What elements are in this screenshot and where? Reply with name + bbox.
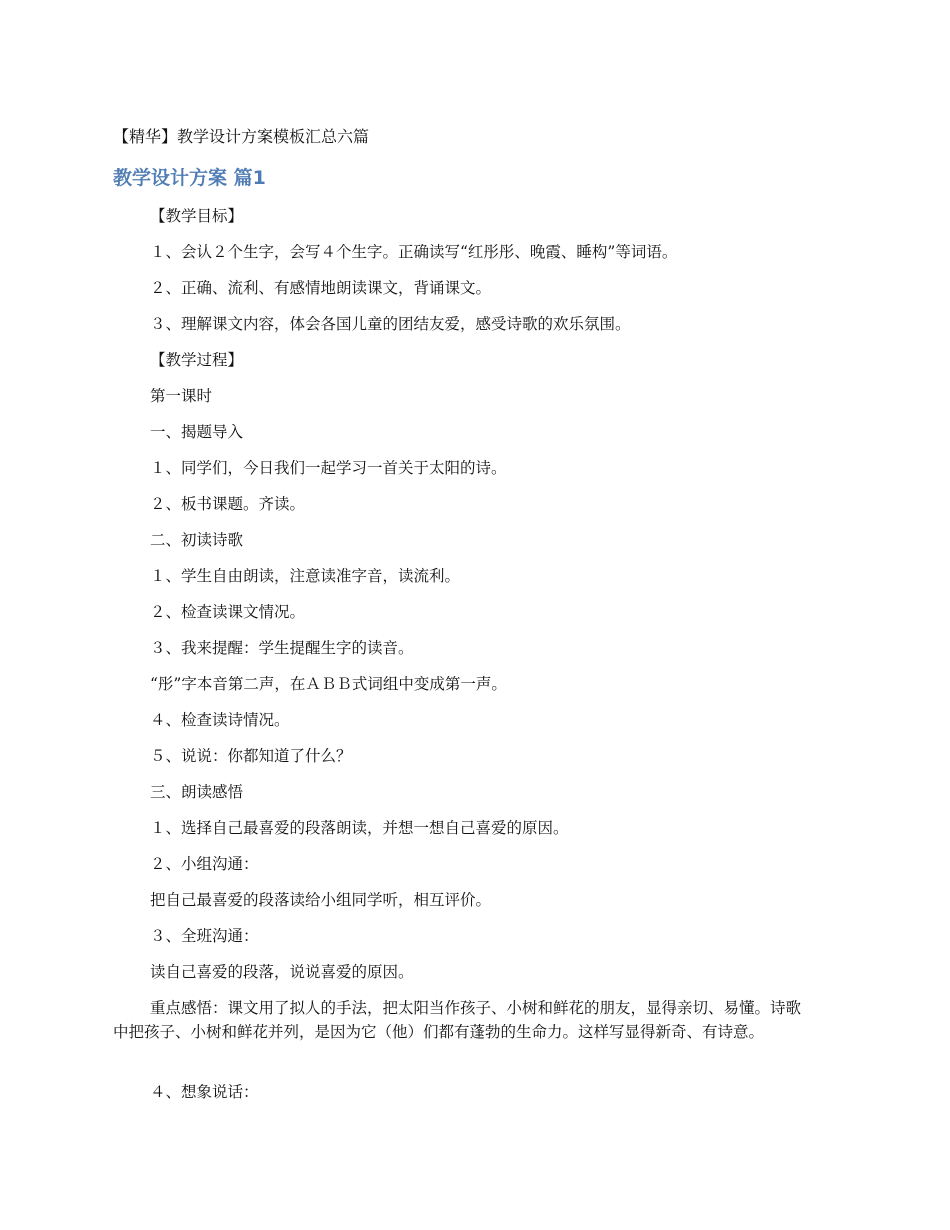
paragraph: 三、朗读感悟 (150, 783, 244, 801)
paragraph: ３、我来提醒：学生提醒生字的读音。 (150, 639, 414, 657)
paragraph: １、同学们，今日我们一起学习一首关于太阳的诗。 (150, 459, 507, 477)
paragraph: ４、想象说话： (150, 1083, 259, 1101)
paragraph: １、学生自由朗读，注意读准字音，读流利。 (150, 567, 461, 585)
paragraph: ２、小组沟通： (150, 855, 259, 873)
paragraph: ３、全班沟通： (150, 927, 259, 945)
paragraph: 把自己最喜爱的段落读给小组同学听，相互评价。 (150, 891, 492, 909)
paragraph: ２、正确、流利、有感情地朗读课文，背诵课文。 (150, 279, 492, 297)
paragraph: ３、理解课文内容，体会各国儿童的团结友爱，感受诗歌的欢乐氛围。 (150, 315, 631, 333)
paragraph: 一、揭题导入 (150, 423, 244, 441)
paragraph: 【教学过程】 (150, 351, 244, 369)
paragraph: “彤”字本音第二声，在ＡＢＢ式词组中变成第一声。 (150, 675, 507, 693)
paragraph: 【教学目标】 (150, 207, 244, 225)
paragraph: 读自己喜爱的段落，说说喜爱的原因。 (150, 963, 414, 981)
paragraph: １、选择自己最喜爱的段落朗读，并想一想自己喜爱的原因。 (150, 819, 569, 837)
paragraph: ２、板书课题。齐读。 (150, 495, 306, 513)
paragraph: 第一课时 (150, 387, 213, 405)
section-heading: 教学设计方案 篇1 (113, 167, 266, 189)
document-body (113, 204, 850, 1116)
paragraph: ４、检查读诗情况。 (150, 711, 290, 729)
paragraph: 二、初读诗歌 (150, 531, 244, 549)
paragraph: ２、检查读课文情况。 (150, 603, 306, 621)
paragraph: ５、说说：你都知道了什么？ (150, 747, 352, 765)
paragraph: １、会认２个生字，会写４个生字。正确读写“红彤彤、晚霞、睡构”等词语。 (150, 243, 678, 261)
document-title: 【精华】教学设计方案模板汇总六篇 (113, 127, 370, 146)
paragraph-multiline: 重点感悟：课文用了拟人的手法，把太阳当作孩子、小树和鲜花的朋友，显得亲切、易懂。诗歌中把孩子、小树和鲜花并列，是因为它（他）们都有蓬勃的生命力。这样写显得新奇、有诗意。 (113, 999, 802, 1041)
